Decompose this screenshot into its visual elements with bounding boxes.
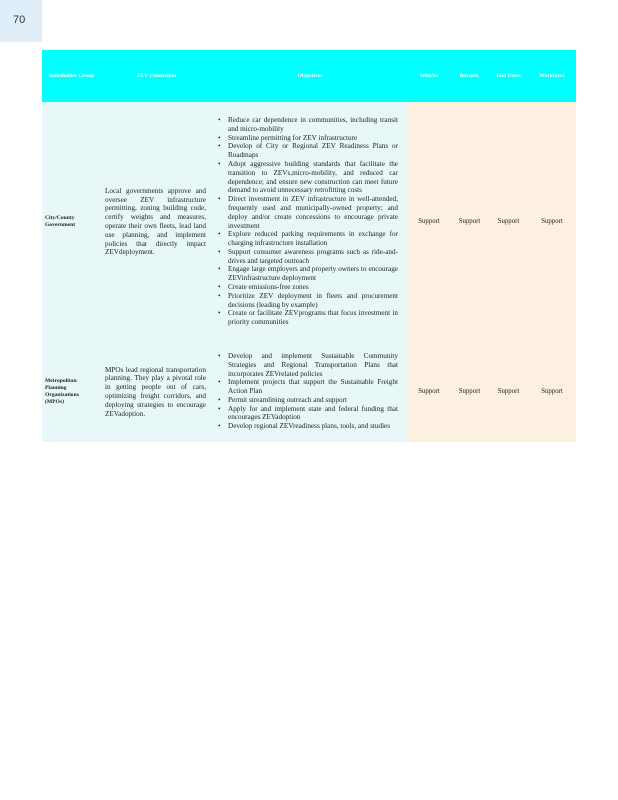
objective-item: • Develop and implement Sustainable Community Strategies and Regional Transportation Plans that incorporates ZEVrelated policies [216, 352, 398, 378]
header-infrastructure: Infrastr. [450, 50, 489, 102]
stakeholder-group-cell: Metropolitan Planning Organizations (MPOs) [42, 342, 101, 442]
objective-item: • Explore reduced parking requirements in exchange for charging infrastructure installation [216, 230, 398, 248]
objective-item: • Reduce car dependence in communities, including transit and micro-mobility [216, 116, 398, 134]
vehicles-support-cell: Support [408, 342, 450, 442]
zev-connection-cell: MPOs lead regional transportation planning. They play a pivotal role in getting people out of cars, optimizing freight corridors, and deploying strategies to encourage ZEVadoption. [101, 342, 212, 442]
table-row [42, 342, 576, 442]
objective-item: • Create or facilitate ZEVprograms that focus investment in priority communities [216, 309, 398, 327]
header-end-users: End Users [489, 50, 528, 102]
infrastructure-support-cell: Support [450, 342, 489, 442]
stakeholder-table-container [42, 50, 576, 442]
table-header-row [42, 50, 576, 102]
objective-item: • Engage large employers and property owners to encourage ZEVinfrastructure deployment [216, 265, 398, 283]
header-role: ZEV Connection [101, 50, 212, 102]
page-number: 70 [13, 14, 26, 26]
vehicles-support-cell: Support [408, 102, 450, 342]
header-workforce: Workforce [528, 50, 576, 102]
zev-connection-cell: Local governments approve and oversee ZEV infrastructure permitting, zoning building code, certify weights and measures, operate their own fleets, lead land use planning, and implement policies that directly impact ZEVdeployment. [101, 102, 212, 342]
end-users-support-cell: Support [489, 102, 528, 342]
page-number-tab [0, 0, 42, 42]
objective-item: • Support consumer awareness programs such as ride-and-drives and targeted outreach [216, 248, 398, 266]
objective-item: • Create emissions-free zones [216, 283, 398, 292]
stakeholder-table [42, 50, 576, 442]
header-objectives: Objectives [212, 50, 408, 102]
objective-item: • Apply for and implement state and federal funding that encourages ZEVadoption [216, 405, 398, 423]
objective-item: • Direct investment in ZEV infrastructure in well-attended, frequently used and municipally-owned property; and deploy and/or create concessions to encourage private investment [216, 195, 398, 230]
stakeholder-group-cell: City/County Government [42, 102, 101, 342]
end-users-support-cell: Support [489, 342, 528, 442]
infrastructure-support-cell: Support [450, 102, 489, 342]
objectives-cell [212, 102, 408, 342]
objective-item: • Develop of City or Regional ZEV Readiness Plans or Roadmaps [216, 142, 398, 160]
table-row [42, 102, 576, 342]
objectives-list [216, 116, 398, 327]
workforce-support-cell: Support [528, 102, 576, 342]
workforce-support-cell: Support [528, 342, 576, 442]
objective-item: • Implement projects that support the Sustainable Freight Action Plan [216, 378, 398, 396]
objectives-cell [212, 342, 408, 442]
objective-item: • Adopt aggressive building standards that facilitate the transition to ZEVs,micro-mobility, and reduced car dependence; and ensure new construction can meet future demand to avoid unnecessary retrofitting costs [216, 160, 398, 195]
header-group: Stakeholder Group [42, 50, 101, 102]
objective-item: • Streamline permitting for ZEV infrastructure [216, 134, 398, 143]
header-vehicles: Vehicles [408, 50, 450, 102]
objective-item: • Develop regional ZEVreadiness plans, tools, and studies [216, 422, 398, 431]
objectives-list [216, 352, 398, 431]
objective-item: • Permit streamlining outreach and support [216, 396, 398, 405]
objective-item: • Prioritize ZEV deployment in fleets and procurement decisions (leading by example) [216, 292, 398, 310]
